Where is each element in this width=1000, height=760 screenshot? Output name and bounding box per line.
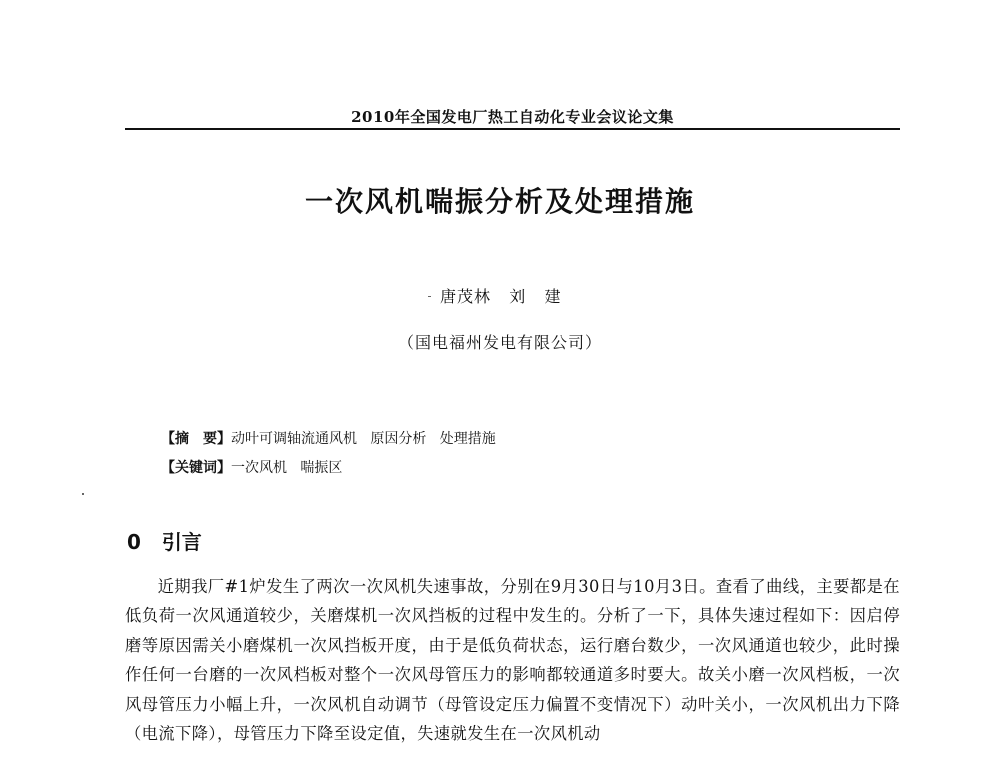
section-heading bbox=[127, 526, 202, 555]
authors: 唐茂林 刘 建 bbox=[440, 287, 562, 306]
keywords-line bbox=[161, 457, 342, 477]
abstract-label: 【摘 要】 bbox=[161, 431, 231, 447]
scan-speck bbox=[428, 296, 431, 297]
keywords-label: 【关键词】 bbox=[161, 460, 231, 476]
header-rule bbox=[125, 128, 900, 130]
keywords-content: 一次风机 喘振区 bbox=[231, 460, 343, 476]
paper-title: 一次风机喘振分析及处理措施 bbox=[304, 185, 695, 218]
affiliation: （国电福州发电有限公司） bbox=[397, 333, 602, 352]
section-number: 0 bbox=[127, 530, 141, 554]
abstract-content: 动叶可调轴流通风机 原因分析 处理措施 bbox=[231, 431, 496, 447]
body-paragraph: 近期我厂#1炉发生了两次一次风机失速事故，分别在9月30日与10月3日。查看了曲线，主要都是在低负荷一次风通道较少，关磨煤机一次风挡板的过程中发生的。分析了一下，具体失速过程如下：因启停磨等原因需关小磨煤机一次风挡板开度，由于是低负荷状态，运行磨台数少，一次风通道也较少，此时操作任何一台磨的一次风档板对整个一次风母管压力的影响都较通道多时要大。故关小磨一次风档板，一次风母管压力小幅上升，一次风机自动调节（母管设定压力偏置不变情况下）动叶关小，一次风机出力下降（电流下降），母管压力下降至设定值，失速就发生在一次风机动 bbox=[125, 577, 900, 744]
section-title: 引言 bbox=[161, 530, 202, 554]
running-header: 2010年全国发电厂热工自动化专业会议论文集 bbox=[351, 108, 674, 126]
abstract-line bbox=[161, 428, 496, 448]
scan-speck bbox=[82, 493, 84, 495]
